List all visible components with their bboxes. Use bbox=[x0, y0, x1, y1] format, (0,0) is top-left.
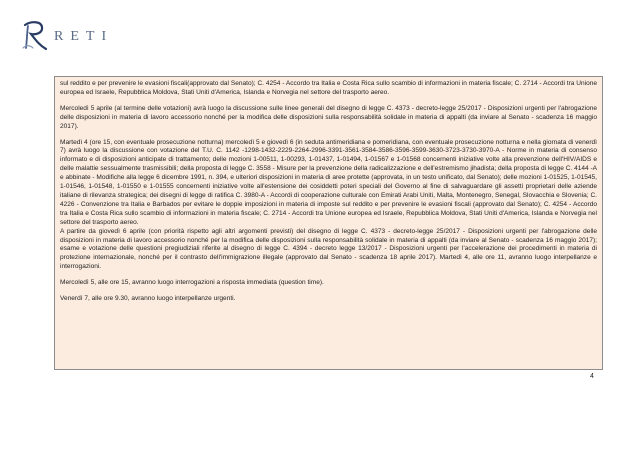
paragraph-2: Mercoledì 5 aprile (al termine delle votazioni) avrà luogo la discussione sulle linee generali del disegno di legge C. 4373 - decreto-legge 25/2017 - Disposizioni urgenti per l'abrogazione delle disposizioni in materia di lavoro accessorio nonché per la modifica delle disposizioni sulla responsabilità solidale in materia di appalti (da inviare al Senato - scadenza 16 maggio 2017). bbox=[60, 104, 597, 130]
paragraph-1: sul reddito e per prevenire le evasioni fiscali(approvato dal Senato); C. 4254 - Accordo tra Italia e Costa Rica sullo scambio di informazioni in materia fiscale; C. 2714 - Accordi tra Unione europea ed Israele, Repubblica Moldova, Stati Uniti d'America, Islanda e Norvegia nel settore del trasporto aereo. bbox=[60, 80, 597, 96]
agenda-text-box bbox=[54, 76, 603, 370]
paragraph-4: A partire da giovedì 6 aprile (con priorità rispetto agli altri argomenti previsti) del disegno di legge C. 4373 - decreto-legge 25/2017 - Disposizioni urgenti per l'abrogazione delle disposizioni in materia di lavoro accessorio nonché per la modifica delle disposizioni sulla responsabilità solidale in materia di appalti (da inviare al Senato - scadenza 16 maggio 2017); esame e votazione delle questioni pregiudiziali riferite al disegno di legge C. 4394 - decreto legge 13/2017 - Disposizioni urgenti per l'accelerazione dei procedimenti in materia di protezione internazionale, nonché per il contrasto dell'immigrazione illegale (approvato dal Senato - scadenza 18 aprile 2017). Martedì 4, alle ore 11, avranno luogo interpellanze e interrogazioni. bbox=[60, 227, 597, 271]
logo-text: RETI bbox=[54, 29, 114, 44]
paragraph-3: Martedì 4 (ore 15, con eventuale prosecuzione notturna) mercoledì 5 e giovedì 6 (in seduta antimeridiana e pomeridiana, con eventuale prosecuzione notturna e nella giornata di venerdì 7) avrà luogo la discussione con votazione del T.U. C. 1142 -1298-1432-2229-2264-2996-3391-3561-3584-3586-3596-3599-3630-3723-3730-3970-A - Norme in materia di consenso informato e di disposizioni anticipate di trattamento; delle mozioni 1-00511, 1-00293, 1-01437, 1-01494, 1-01567 e 1-01568 concernenti iniziative volte alla prevenzione dell'HIV/AIDS e delle malattie sessualmente trasmissibili; della proposta di legge C. 3558 - Misure per la prevenzione della radicalizzazione e dell'estremismo jihadista; della proposta di legge C. 4144 -A e abbinate - Modifiche alla legge 6 dicembre 1991, n. 394, e ulteriori disposizioni in materia di aree protette (approvata, in un testo unificato, dal Senato); delle mozioni 1-01525, 1-01545, 1-01546, 1-01548, 1-01550 e 1-01555 concernenti iniziative volte all'estensione dei cosiddetti poteri speciali del Governo al fine di salvaguardare gli assetti proprietari delle aziende italiane di rilevanza strategica; dei disegni di legge di ratifica C. 3980-A - Accordi di cooperazione culturale con Emirati Arabi Uniti, Malta, Montenegro, Senegal, Slovacchia e Slovenia; C. 4226 - Convenzione tra Italia e Barbados per evitare le doppie imposizioni in materia di imposte sul reddito e per prevenire le evasioni fiscali (approvato dal Senato); C. 4254 - Accordo tra Italia e Costa Rica sullo scambio di informazioni in materia fiscale; C. 2714 - Accordi tra Unione europea ed Israele, Repubblica Moldova, Stati Uniti d'America, Islanda e Norvegia nel settore del trasporto aereo. bbox=[60, 138, 597, 226]
reti-logo-r-icon bbox=[22, 18, 48, 52]
page-number: 4 bbox=[590, 373, 594, 380]
reti-logo bbox=[22, 18, 113, 52]
paragraph-6: Venerdì 7, alle ore 9.30, avranno luogo interpellanze urgenti. bbox=[60, 295, 236, 303]
paragraph-5: Mercoledì 5, alle ore 15, avranno luogo interrogazioni a risposta immediata (question time). bbox=[60, 279, 324, 287]
